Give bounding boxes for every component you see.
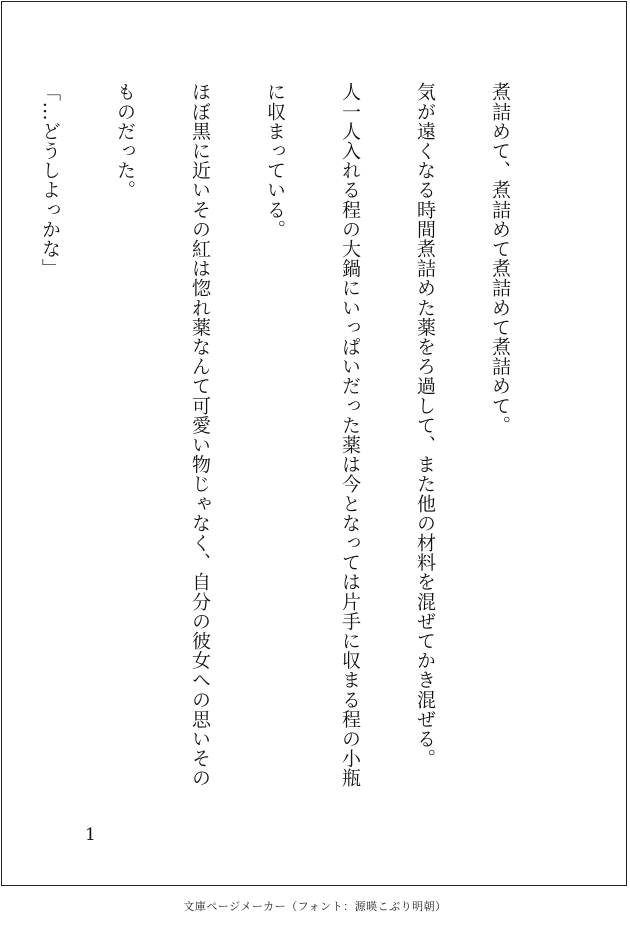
text-line: 煮詰めて、煮詰めて煮詰めて煮詰めて。 xyxy=(489,82,511,435)
page-number: 1 xyxy=(85,825,96,845)
text-line: ものだった。 xyxy=(114,82,136,200)
text-line: 人一人入れる程の大鍋にいっぱいだった薬は今となっては片手に収まる程の小瓶 xyxy=(339,82,361,788)
text-line: ほぼ黒に近いその紅は惚れ薬なんて可愛い物じゃなく、自分の彼女への思いその xyxy=(189,82,211,788)
text-line: 気が遠くなる時間煮詰めた薬をろ過して、また他の材料を混ぜてかき混ぜる。 xyxy=(414,82,436,768)
page-frame xyxy=(1,1,627,886)
footer-caption: 文庫ページメーカー（フォント：源暎こぶり明朝） xyxy=(183,900,447,913)
text-line: に収まっている。 xyxy=(264,82,286,239)
vertical-text-body xyxy=(0,82,562,822)
text-line: 「…どうしよっかな」 xyxy=(39,82,61,278)
